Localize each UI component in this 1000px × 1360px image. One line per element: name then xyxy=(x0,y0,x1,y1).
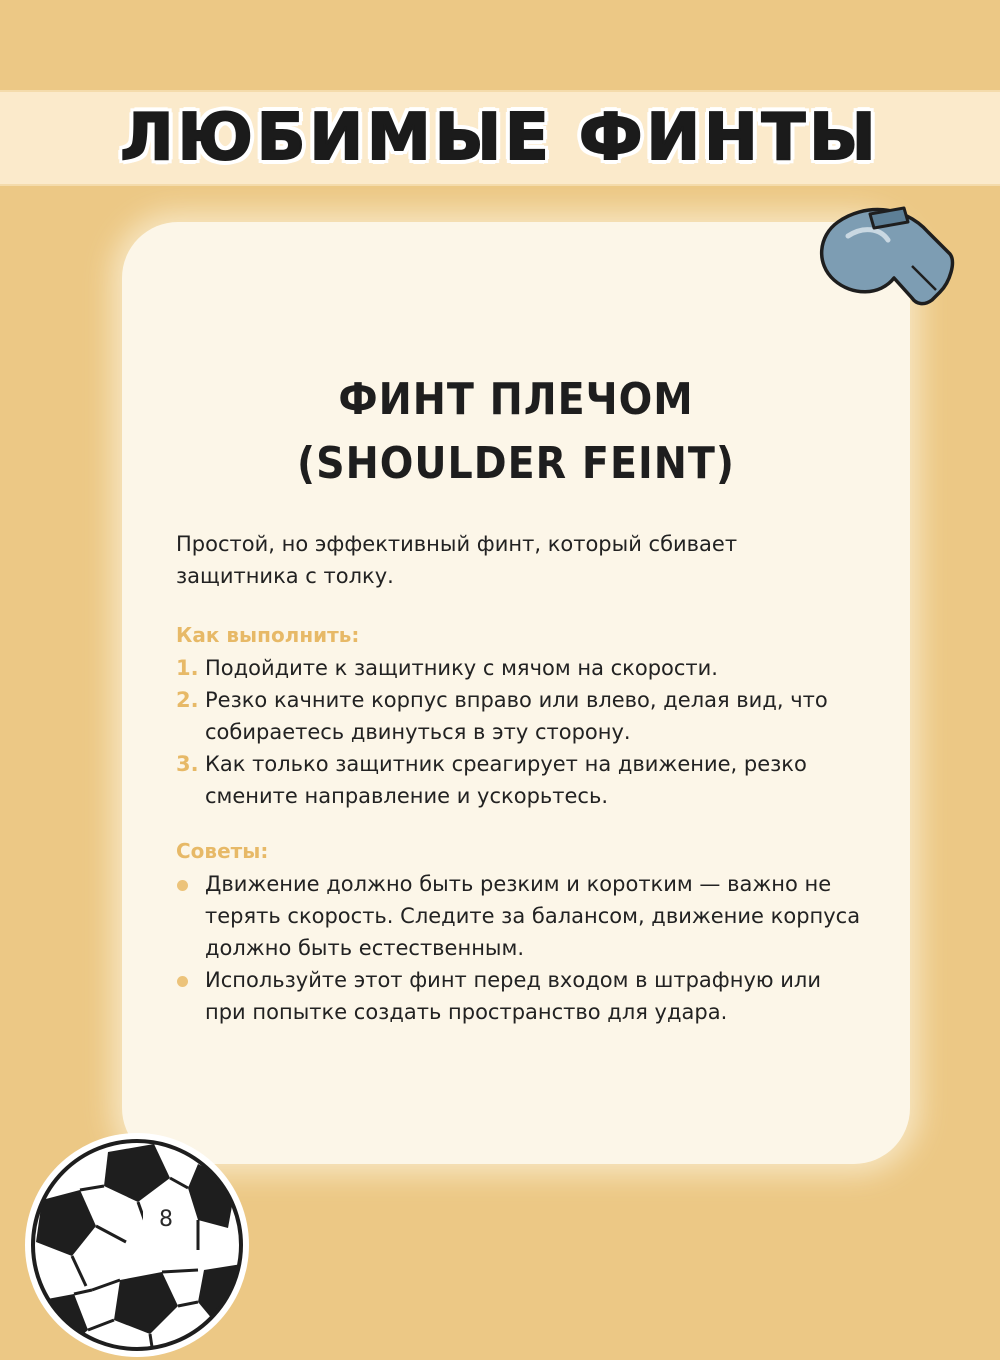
step-item xyxy=(176,684,866,748)
tip-text: Движение должно быть резким и коротким — важно не терять скорость. Следите за балансом, движение корпуса должно быть естественным. xyxy=(205,872,861,960)
tip-text: Используйте этот финт перед входом в штрафную или при попытке создать пространство для удара. xyxy=(205,968,821,1024)
step-text: Подойдите к защитнику с мячом на скорости. xyxy=(205,656,718,680)
bullet-icon xyxy=(177,880,188,891)
tips-list xyxy=(176,868,866,1028)
step-number: 3. xyxy=(176,752,199,776)
tip-item xyxy=(176,868,866,964)
whistle-icon xyxy=(808,192,958,312)
tip-item xyxy=(176,964,866,1028)
feint-title-line2: (SHOULDER FEINT) xyxy=(297,438,735,489)
bullet-icon xyxy=(177,976,188,987)
step-item xyxy=(176,652,866,684)
step-number: 1. xyxy=(176,656,199,680)
step-number: 2. xyxy=(176,688,199,712)
step-item xyxy=(176,748,866,812)
page-number: 8 xyxy=(143,1200,189,1240)
feint-content xyxy=(176,528,866,1052)
feint-title xyxy=(122,368,910,496)
how-to-heading: Как выполнить: xyxy=(176,623,360,647)
step-text: Резко качните корпус вправо или влево, делая вид, что собираетесь двинуться в эту сторону. xyxy=(205,688,828,744)
intro-text: Простой, но эффективный финт, который сбивает защитника с толку. xyxy=(176,532,738,588)
steps-list xyxy=(176,652,866,812)
tips-heading: Советы: xyxy=(176,839,269,863)
step-text: Как только защитник среагирует на движение, резко смените направление и ускорьтесь. xyxy=(205,752,807,808)
page-title: ЛЮБИМЫЕ ФИНТЫ xyxy=(120,101,880,175)
feint-title-line1: ФИНТ ПЛЕЧОМ xyxy=(338,374,694,425)
soccer-ball-icon xyxy=(22,1130,252,1360)
